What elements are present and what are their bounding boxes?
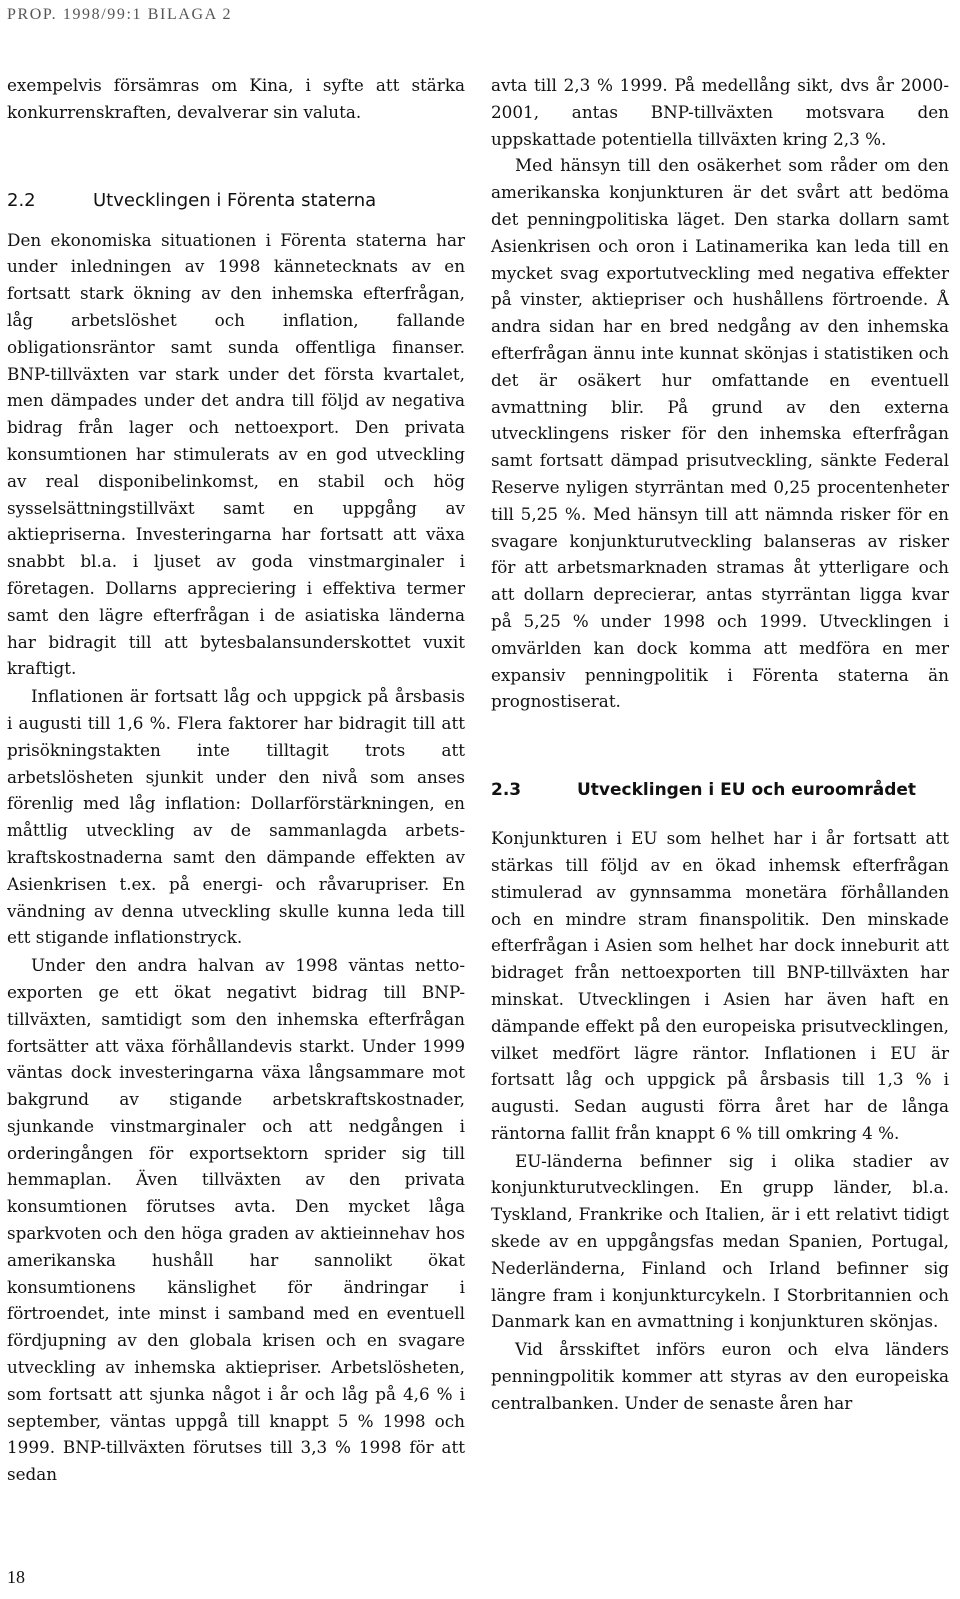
- paragraph-eu-economy: Konjunkturen i EU som helhet har i år fortsatt att stärkas till följd av en ökad inhemsk efterfrågan stimulerad av gynnsamma monetära förhållanden och en mindre stram finanspolitik. Den minskade efterfrågan i Asien som helhet har dock inneburit att bidraget från nettoexporten till BNP-tillväxten har minskat. Utvecklingen i Asien har även haft en dämpande effekt på den europeiska prisutvecklingen, vilket medfört lägre räntor. Inflationen i EU är fortsatt låg och uppgick på årsbasis till 1,3 % i augusti. Sedan augusti förra året har de långa räntorna fallit från knappt 6 % till omkring 4 %.: [491, 828, 949, 1143]
- running-head: PROP. 1998/99:1 BILAGA 2: [7, 6, 233, 23]
- paragraph-us-medium-term: avta till 2,3 % 1999. På medellång sikt, dvs år 2000-2001, antas BNP-tillväxten motsvara den uppskattade potentiella tillväxten kring 2,3 %.: [491, 75, 949, 149]
- page-number: 18: [7, 1567, 25, 1587]
- intro-paragraph: exempelvis försämras om Kina, i syfte att stärka konkurrenskraften, devalverar sin valuta.: [7, 75, 465, 122]
- section-heading-2-3: [491, 777, 949, 803]
- paragraph-us-outlook: Under den andra halvan av 1998 väntas nettoexporten ge ett ökat negativt bidrag till BNP-tillväxten, samtidigt som den inhemska efterfrågan fortsätter att växa förhållandevis starkt. Under 1999 väntas dock investeringarna växa långsammare mot bakgrund av stigande arbetskraftskostnader, sjunkande vinstmarginaler och att nedgången i orderingången för exportsektorn sprider sig till hemmaplan. Även tillväxten av den privata konsumtionen förutses avta. Den mycket låga sparkvoten och den höga graden av aktieinnehav hos amerikanska hushåll har sannolikt ökat konsumtionens känslighet för ändringar i förtroendet, inte minst i samband med en eventuell fördjupning av den globala krisen och en svagare utveckling av inhemska aktiepriser. Arbetslösheten, som fortsatt att sjunka något i år och låg på 4,6 % i september, väntas uppgå till knappt 5 % 1998 och 1999. BNP-tillväxten förutses till 3,3 % 1998 för att sedan: [7, 955, 465, 1485]
- section-title: Utvecklingen i EU och euroområdet: [577, 780, 917, 801]
- section-number: 2.3: [491, 780, 522, 801]
- paragraph-us-monetary-policy: Med hänsyn till den osäkerhet som råder om den amerikanska konjunkturen är det svårt att bedöma det penningpolitiska läget. Den starka dollarn samt Asienkrisen och oron i Latinamerika kan leda till en mycket svag exportutveckling med negativa effekter på vinster, aktiepriser och hushållens förtroende. Å andra sidan har en bred nedgång av den inhemska efterfrågan ännu inte kunnat skönjas i statistiken och det är osäkert hur omfattande en eventuell avmattning blir. På grund av den externa utvecklingens risker för den inhemska efterfrågan samt fortsatt dämpad prisutveckling, sänkte Federal Reserve nyligen styrräntan med 0,25 procentenheter till 5,25 %. Med hänsyn till att nämnda risker för en svagare konjunkturutveckling balanseras av risker för att arbetsmarknaden stramas åt ytterligare och att dollarn deprecierar, antas styrräntan ligga kvar på 5,25 % under 1998 och 1999. Utvecklingen i omvärlden kan dock komma att medföra en mer expansiv penningpolitik i Förenta staterna än prognostiserat.: [491, 155, 949, 712]
- section-title: Utvecklingen i Förenta staterna: [93, 189, 377, 211]
- right-column: [491, 72, 949, 1417]
- section-number: 2.2: [7, 189, 36, 211]
- left-column: [7, 72, 465, 1488]
- section-heading-2-2: [7, 188, 465, 214]
- paragraph-eu-countries: EU-länderna befinner sig i olika stadier av konjunkturutvecklingen. En grupp länder, bl.a. Tyskland, Frankrike och Italien, är i ett relativt tidigt skede av en uppgångsfas medan Spanien, Portugal, Nederländerna, Finland och Irland befinner sig längre fram i konjunkturcykeln. I Storbritannien och Danmark kan en avmattning i konjunkturen skönjas.: [491, 1150, 949, 1332]
- paragraph-us-economy: Den ekonomiska situationen i Förenta staterna har under inledningen av 1998 kännetecknats av en fortsatt stark ökning av den inhemska efterfrågan, låg arbetslöshet och inflation, fallande obligationsräntor samt sunda offentliga finanser. BNP-tillväxten var stark under det första kvartalet, men dämpades under det andra till följd av negativa bidrag från lager och nettoexport. Den privata konsumtionen har stimulerats av en god utveckling av real disponibelinkomst, en stabil och hög sysselsättningstillväxt samt en uppgång av aktiepriserna. Investeringarna har fortsatt att växa snabbt bl.a. i ljuset av goda vinstmarginaler i företagen. Dollarns appreciering i effektiva termer samt den lägre efterfrågan i de asiatiska länderna har bidragit till att bytesbalansunderskottet vuxit kraftigt.: [7, 229, 465, 679]
- paragraph-us-inflation: Inflationen är fortsatt låg och uppgick på årsbasis i augusti till 1,6 %. Flera faktorer har bidragit till att prisökningstakten inte tilltagit trots att arbetslösheten sjunkit under den nivå som anses förenlig med låg inflation: Dollarförstärkningen, en måttlig utveckling av de sammanlagda arbetskraftskostnaderna samt den dämpande effekten av Asienkrisen t.ex. på energi- och råvarupriser. En vändning av denna utveckling skulle kunna leda till ett stigande inflationstryck.: [7, 686, 465, 948]
- paragraph-euro-introduction: Vid årsskiftet införs euron och elva länders penningpolitik kommer att styras av den europeiska centralbanken. Under de senaste åren har: [491, 1339, 949, 1413]
